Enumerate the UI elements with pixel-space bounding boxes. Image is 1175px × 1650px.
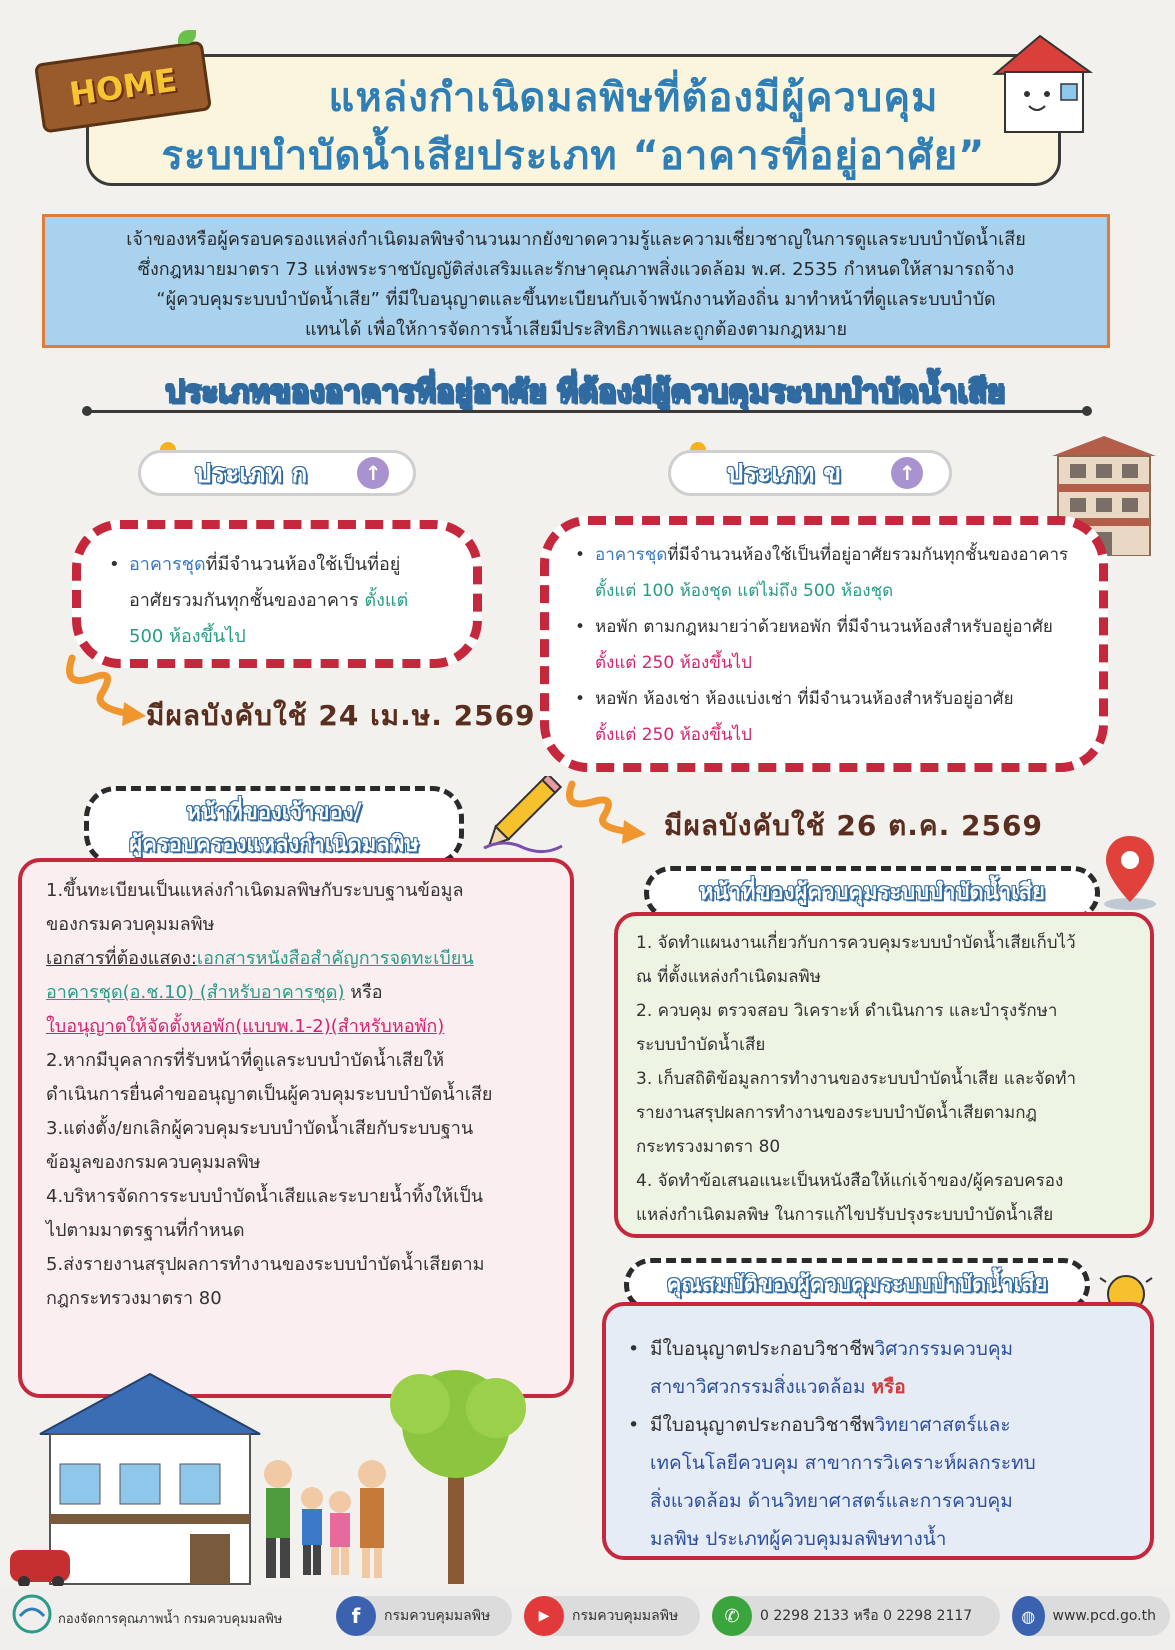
heading-divider — [86, 410, 1086, 413]
doc-value: เอกสารหนังสือสำคัญการจดทะเบียน — [196, 948, 474, 969]
item-range: ตั้งแต่ — [364, 590, 409, 611]
arrow-up-icon: ↑ — [891, 457, 923, 489]
map-pin-icon — [1100, 832, 1160, 912]
doc-or: หรือ — [344, 982, 383, 1003]
duty-line: กฎกระทรวงมาตรา 80 — [46, 1288, 222, 1309]
intro-box — [42, 214, 1110, 348]
type-b-item-1 — [569, 537, 1087, 609]
controller-duties-box — [614, 912, 1154, 1238]
curly-arrow-icon — [562, 776, 652, 846]
duty-line: 4.บริหารจัดการระบบบำบัดน้ำเสียและระบายน้ำทิ้งให้เป็น — [46, 1186, 484, 1207]
duty-line: รายงานสรุปผลการทำงานของระบบบำบัดน้ำเสียตามกฎ — [636, 1103, 1037, 1123]
facebook-icon: f — [336, 1596, 376, 1636]
type-b-item-2 — [569, 609, 1087, 681]
type-a-item — [103, 547, 459, 655]
duty-line: ของกรมควบคุมมลพิษ — [46, 914, 215, 935]
website-link[interactable] — [1012, 1596, 1170, 1636]
type-a-criteria-box — [72, 520, 482, 668]
intro-line-4: แทนได้ เพื่อให้การจัดการน้ำเสียมีประสิทธิภาพและถูกต้องตามกฎหมาย — [304, 319, 848, 340]
duty-line: 1. จัดทำแผนงานเกี่ยวกับการควบคุมระบบบำบัดน้ำเสียเก็บไว้ — [636, 933, 1076, 953]
duty-line: 5.ส่งรายงานสรุปผลการทำงานของระบบบำบัดน้ำเสียตาม — [46, 1254, 485, 1275]
item-range: ตั้งแต่ 100 ห้องชุด แต่ไม่ถึง 500 ห้องชุด — [595, 581, 894, 601]
divider-dot — [82, 406, 92, 416]
duty-line: 2. ควบคุม ตรวจสอบ วิเคราะห์ ดำเนินการ และบำรุงรักษา — [636, 1001, 1058, 1021]
item-text: หอพัก ตามกฎหมายว่าด้วยหอพัก ที่มีจำนวนห้องสำหรับอยู่อาศัย — [595, 617, 1053, 637]
arrow-up-icon: ↑ — [357, 457, 389, 489]
house-mascot-icon — [985, 24, 1105, 144]
qual-text: มีใบอนุญาตประกอบวิชาชีพ — [650, 1414, 875, 1436]
phone-icon: ✆ — [712, 1596, 752, 1636]
term-condominium: อาคารชุด — [595, 545, 668, 565]
doc-value: อาคารชุด(อ.ช.10) (สำหรับอาคารชุด) — [46, 982, 345, 1003]
qual-field: วิศวกรรมควบคุม — [874, 1338, 1014, 1360]
required-documents — [46, 1010, 550, 1044]
owner-duties-label — [84, 786, 464, 866]
required-documents — [46, 976, 550, 1010]
qual-field: สาขาวิศวกรรมสิ่งแวดล้อม — [650, 1376, 866, 1398]
required-documents — [46, 942, 550, 976]
title-line-1: แหล่งกำเนิดมลพิษที่ต้องมีผู้ควบคุม — [328, 75, 939, 121]
qual-text: มีใบอนุญาตประกอบวิชาชีพ — [650, 1338, 875, 1360]
facebook-label: กรมควบคุมมลพิษ — [384, 1608, 491, 1624]
qual-field: เทคโนโลยีควบคุม สาขาการวิเคราะห์ผลกระทบ — [650, 1452, 1036, 1474]
controller-duties-label: หน้าที่ของผู้ควบคุมระบบบำบัดน้ำเสีย — [644, 866, 1100, 920]
label-line: หน้าที่ของเจ้าของ/ — [186, 800, 362, 825]
item-text: ที่มีจำนวนห้องใช้เป็นที่อยู่ — [205, 554, 401, 575]
term-condominium: อาคารชุด — [129, 554, 206, 575]
type-b-effective-date: มีผลบังคับใช้ 26 ต.ค. 2569 — [664, 809, 1043, 842]
qual-or: หรือ — [871, 1376, 906, 1398]
qualifications-label: คุณสมบัติของผู้ควบคุมระบบบำบัดน้ำเสีย — [624, 1258, 1090, 1312]
website-label: www.pcd.go.th — [1052, 1608, 1156, 1624]
item-range: ตั้งแต่ 250 ห้องขึ้นไป — [595, 653, 752, 673]
facebook-link[interactable] — [336, 1596, 512, 1636]
owner-duties-box — [18, 858, 574, 1398]
intro-line-3: “ผู้ควบคุมระบบบำบัดน้ำเสีย” ที่มีใบอนุญาตและขึ้นทะเบียนกับเจ้าพนักงานท้องถิ่น มาทำหน้าที่ดูแลระบบบำบัด — [156, 289, 996, 310]
doc-value: ใบอนุญาตให้จัดตั้งหอพัก(แบบพ.1-2)(สำหรับหอพัก) — [46, 1016, 445, 1037]
qual-field: วิทยาศาสตร์และ — [874, 1414, 1011, 1436]
item-text: อาศัยรวมกันทุกชั้นของอาคาร — [129, 590, 359, 611]
title-line-2: ระบบบำบัดน้ำเสียประเภท “อาคารที่อยู่อาศัย” — [161, 133, 986, 179]
duty-line: แหล่งกำเนิดมลพิษ ในการแก้ไขปรับปรุงระบบบำบัดน้ำเสีย — [636, 1205, 1054, 1225]
pencil-icon — [474, 776, 564, 856]
pcd-logo-icon — [10, 1594, 54, 1634]
duty-line: 3.แต่งตั้ง/ยกเลิกผู้ควบคุมระบบบำบัดน้ำเสียกับระบบฐาน — [46, 1118, 474, 1139]
duty-line: 3. เก็บสถิติข้อมูลการทำงานของระบบบำบัดน้ำเสีย และจัดทำ — [636, 1069, 1076, 1089]
item-range: ตั้งแต่ 250 ห้องขึ้นไป — [595, 725, 752, 745]
type-a-effective-date: มีผลบังคับใช้ 24 เม.ษ. 2569 — [146, 699, 536, 732]
phone-label: 0 2298 2133 หรือ 0 2298 2117 — [760, 1608, 973, 1624]
duty-line: ณ ที่ตั้งแหล่งกำเนิดมลพิษ — [636, 967, 821, 987]
globe-icon: ◍ — [1012, 1596, 1045, 1636]
youtube-icon: ▶ — [524, 1596, 564, 1636]
type-b-criteria-box — [540, 516, 1108, 772]
duty-line: 1.ขึ้นทะเบียนเป็นแหล่งกำเนิดมลพิษกับระบบฐานข้อมูล — [46, 880, 464, 901]
house-family-illustration — [0, 1364, 600, 1586]
qualification-item — [624, 1406, 1136, 1558]
item-text: หอพัก ห้องเช่า ห้องแบ่งเช่า ที่มีจำนวนห้องสำหรับอยู่อาศัย — [595, 689, 1014, 709]
youtube-label: กรมควบคุมมลพิษ — [572, 1608, 679, 1624]
phone-link[interactable] — [712, 1596, 1000, 1636]
home-sign-logo: HOME — [34, 41, 212, 134]
youtube-link[interactable] — [524, 1596, 700, 1636]
type-b-label: ประเภท ข — [726, 458, 842, 489]
duty-line: กระทรวงมาตรา 80 — [636, 1137, 781, 1157]
item-range: 500 ห้องขึ้นไป — [129, 626, 246, 647]
intro-line-2: ซึ่งกฎหมายมาตรา 73 แห่งพระราชบัญญัติส่งเสริมและรักษาคุณภาพสิ่งแวดล้อม พ.ศ. 2535 กำหนดให้สามารถจ้าง — [137, 259, 1015, 280]
footer-org: กองจัดการคุณภาพน้ำ กรมควบคุมมลพิษ — [58, 1612, 283, 1627]
duty-line: ไปตามมาตรฐานที่กำหนด — [46, 1220, 245, 1241]
duty-line: ระบบบำบัดน้ำเสีย — [636, 1035, 766, 1055]
item-text: ที่มีจำนวนห้องใช้เป็นที่อยู่อาศัยรวมกันทุกชั้นของอาคาร — [667, 545, 1069, 565]
duty-line: ดำเนินการยื่นคำขออนุญาตเป็นผู้ควบคุมระบบบำบัดน้ำเสีย — [46, 1084, 493, 1105]
curly-arrow-icon — [62, 648, 152, 728]
title-banner — [86, 54, 1061, 186]
type-b-pill — [668, 450, 952, 496]
label-line: ผู้ครอบครองแหล่งกำเนิดมลพิษ — [129, 832, 419, 857]
duty-line: ข้อมูลของกรมควบคุมมลพิษ — [46, 1152, 261, 1173]
qualifications-box — [602, 1302, 1154, 1560]
intro-line-1: เจ้าของหรือผู้ครอบครองแหล่งกำเนิดมลพิษจำนวนมากยังขาดความรู้และความเชี่ยวชาญในการดูแลระบบบำบัดน้ำเสีย — [126, 229, 1026, 250]
qualification-item — [624, 1330, 1136, 1406]
divider-dot — [1082, 406, 1092, 416]
qual-field: สิ่งแวดล้อม ด้านวิทยาศาสตร์และการควบคุม — [650, 1490, 1013, 1512]
qual-field: มลพิษ ประเภทผู้ควบคุมมลพิษทางน้ำ — [650, 1528, 947, 1550]
type-b-item-3 — [569, 681, 1087, 753]
type-a-label: ประเภท ก — [194, 458, 308, 489]
section-heading: ประเภทของอาคารที่อยู่อาศัย ที่ต้องมีผู้ควบคุมระบบบำบัดน้ำเสีย — [165, 374, 1005, 410]
doc-label: เอกสารที่ต้องแสดง: — [46, 948, 197, 969]
duty-line: 2.หากมีบุคลากรที่รับหน้าที่ดูแลระบบบำบัดน้ำเสียให้ — [46, 1050, 445, 1071]
duty-line: 4. จัดทำข้อเสนอแนะเป็นหนังสือให้แก่เจ้าของ/ผู้ครอบครอง — [636, 1171, 1064, 1191]
type-a-pill — [138, 450, 416, 496]
